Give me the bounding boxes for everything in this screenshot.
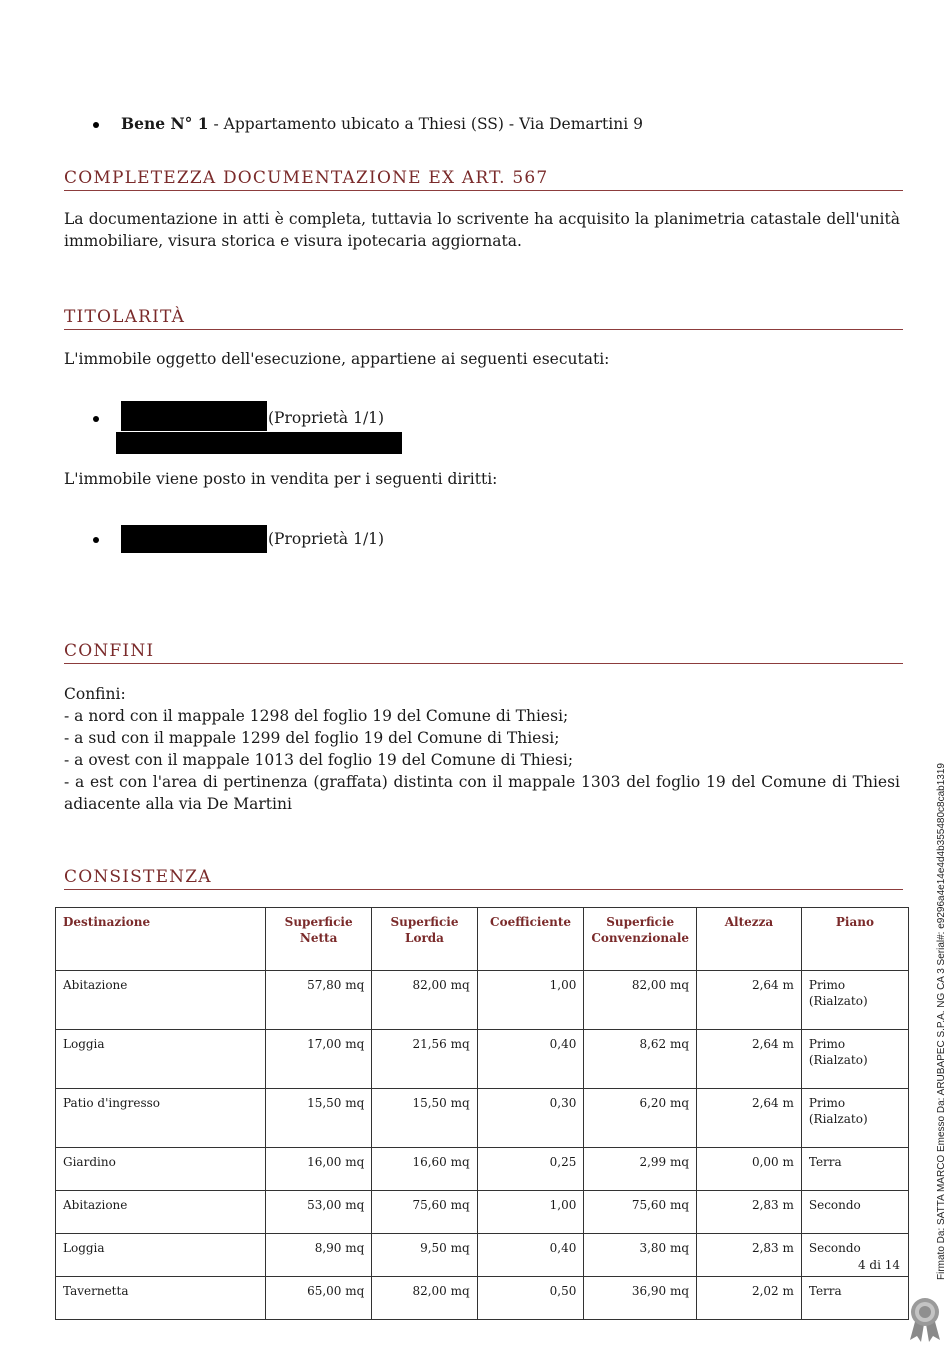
table-cell: Secondo [801, 1191, 908, 1234]
table-cell: 8,62 mq [584, 1030, 697, 1089]
sale-share: (Proprietà 1/1) [268, 530, 385, 548]
bene-line [121, 113, 643, 135]
table-cell: Abitazione [56, 971, 266, 1030]
table-cell: 1,00 [477, 971, 584, 1030]
confini-line: - a est con l'area di pertinenza (graffata) distinta con il mappale 1303 del foglio 19 del Comune di Thiesi adiacente alla via De Martini [64, 773, 900, 813]
table-cell: Giardino [56, 1148, 266, 1191]
table-cell: Terra [801, 1148, 908, 1191]
table-cell: 2,02 m [697, 1277, 802, 1320]
table-cell: 15,50 mq [265, 1089, 371, 1148]
page-number: 4 di 14 [857, 1258, 900, 1272]
redaction-owner-details [116, 432, 402, 454]
table-cell: 57,80 mq [265, 971, 371, 1030]
table-cell: 3,80 mq [584, 1234, 697, 1277]
confini-line: - a nord con il mappale 1298 del foglio 19 del Comune di Thiesi; [64, 707, 569, 725]
table-cell: Tavernetta [56, 1277, 266, 1320]
table-row [56, 1191, 909, 1234]
table-cell: 75,60 mq [584, 1191, 697, 1234]
redaction-sale-name [121, 525, 267, 553]
col-header: Superficie Lorda [372, 908, 477, 971]
table-cell: 82,00 mq [372, 1277, 477, 1320]
digital-signature-note: Firmato Da: SATTA MARCO Emesso Da: ARUBAPEC S.P.A. NG CA 3 Serial#: e9296a4e14e4d4b355480c8cab1319 [936, 763, 947, 1280]
table-cell: 2,64 m [697, 1089, 802, 1148]
table-cell: Abitazione [56, 1191, 266, 1234]
col-header: Superficie Netta [265, 908, 371, 971]
consistenza-table [55, 907, 909, 1320]
table-cell: 8,90 mq [265, 1234, 371, 1277]
table-cell: 21,56 mq [372, 1030, 477, 1089]
ribbon-seal-icon [904, 1296, 946, 1342]
table-cell: Primo (Rialzato) [801, 1089, 908, 1148]
table-cell: 2,64 m [697, 971, 802, 1030]
table-cell: 2,83 m [697, 1191, 802, 1234]
table-row [56, 1148, 909, 1191]
table-cell: 36,90 mq [584, 1277, 697, 1320]
heading-completezza: COMPLETEZZA DOCUMENTAZIONE EX ART. 567 [64, 168, 903, 191]
table-cell: 2,64 m [697, 1030, 802, 1089]
table-cell: 0,30 [477, 1089, 584, 1148]
table-cell: Terra [801, 1277, 908, 1320]
table-cell: 0,00 m [697, 1148, 802, 1191]
table-cell: 16,00 mq [265, 1148, 371, 1191]
table-cell: 0,25 [477, 1148, 584, 1191]
table-cell: 6,20 mq [584, 1089, 697, 1148]
heading-consistenza: CONSISTENZA [64, 867, 903, 890]
completezza-text: La documentazione in atti è completa, tuttavia lo scrivente ha acquisito la planimetria catastale dell'unità immobiliare, visura storica e visura ipotecaria aggiornata. [64, 210, 900, 250]
table-cell: 16,60 mq [372, 1148, 477, 1191]
table-row [56, 1089, 909, 1148]
table-cell: 0,40 [477, 1234, 584, 1277]
table-cell: 15,50 mq [372, 1089, 477, 1148]
confini-line: Confini: [64, 685, 126, 703]
table-header-row [56, 908, 909, 971]
heading-titolarita: TITOLARITÀ [64, 307, 903, 330]
col-header: Superficie Convenzionale [584, 908, 697, 971]
table-cell: 65,00 mq [265, 1277, 371, 1320]
table-cell: 17,00 mq [265, 1030, 371, 1089]
confini-block [64, 683, 900, 815]
table-cell: 1,00 [477, 1191, 584, 1234]
table-row [56, 1234, 909, 1277]
table-cell: 0,50 [477, 1277, 584, 1320]
col-header: Piano [801, 908, 908, 971]
titolarita-intro: L'immobile oggetto dell'esecuzione, appartiene ai seguenti esecutati: [64, 350, 610, 368]
bene-label: Bene N° 1 [121, 114, 209, 133]
table-cell: 53,00 mq [265, 1191, 371, 1234]
table-row [56, 971, 909, 1030]
bullet-icon [93, 416, 99, 422]
confini-line: - a sud con il mappale 1299 del foglio 19 del Comune di Thiesi; [64, 729, 560, 747]
confini-line: - a ovest con il mappale 1013 del foglio 19 del Comune di Thiesi; [64, 751, 574, 769]
table-cell: 82,00 mq [584, 971, 697, 1030]
table-row [56, 1030, 909, 1089]
col-header: Coefficiente [477, 908, 584, 971]
table-cell: 2,99 mq [584, 1148, 697, 1191]
table-cell: Secondo [801, 1234, 908, 1277]
table-cell: Patio d'ingresso [56, 1089, 266, 1148]
table-cell: 75,60 mq [372, 1191, 477, 1234]
table-cell: Primo (Rialzato) [801, 1030, 908, 1089]
sale-intro: L'immobile viene posto in vendita per i seguenti diritti: [64, 470, 498, 488]
col-header: Altezza [697, 908, 802, 971]
table-cell: Primo (Rialzato) [801, 971, 908, 1030]
col-header: Destinazione [56, 908, 266, 971]
table-cell: 0,40 [477, 1030, 584, 1089]
heading-confini: CONFINI [64, 641, 903, 664]
bullet-icon [93, 537, 99, 543]
table-cell: Loggia [56, 1234, 266, 1277]
redaction-owner-name [121, 401, 267, 431]
table-cell: 82,00 mq [372, 971, 477, 1030]
bene-description: - Appartamento ubicato a Thiesi (SS) - Via Demartini 9 [208, 115, 643, 133]
table-cell: 9,50 mq [372, 1234, 477, 1277]
owner-share: (Proprietà 1/1) [268, 409, 385, 427]
bullet-icon [93, 122, 99, 128]
table-row [56, 1277, 909, 1320]
table-cell: Loggia [56, 1030, 266, 1089]
table-cell: 2,83 m [697, 1234, 802, 1277]
